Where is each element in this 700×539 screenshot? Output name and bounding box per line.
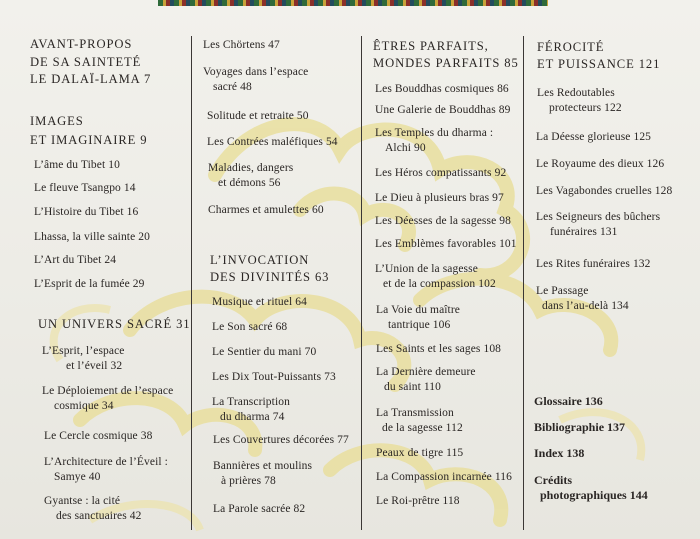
entry-text: La Parole sacrée 82 [213, 503, 306, 515]
entry-text: L’âme du Tibet 10 [34, 159, 120, 171]
entry-text: L’Art du Tibet 24 [34, 254, 117, 266]
toc-entry [212, 345, 316, 360]
heading-line: AVANT-PROPOS [30, 37, 133, 51]
entry-line: Le Passage [536, 285, 589, 297]
toc-entry [375, 237, 517, 252]
entry-line: Samye 40 [54, 470, 101, 483]
toc-entry [34, 158, 120, 173]
entry-line: La Transmission [376, 407, 454, 419]
toc-entry [536, 157, 664, 172]
entry-text: Le Cercle cosmique 38 [44, 430, 153, 442]
column-rule [191, 36, 192, 530]
heading-line: ÊTRES PARFAITS, [373, 39, 489, 53]
toc-section-heading [30, 37, 151, 88]
entry-text: Index 138 [534, 446, 585, 460]
entry-line: et de la compassion 102 [383, 277, 496, 290]
toc-entry [376, 365, 476, 394]
toc-entry [42, 384, 173, 413]
entry-text: Le Roi-prêtre 118 [376, 495, 460, 507]
decorative-banner [158, 0, 548, 6]
column-rule [523, 36, 524, 530]
toc-entry [376, 342, 501, 357]
entry-line: Alchi 90 [385, 141, 426, 154]
entry-text: L’Histoire du Tibet 16 [34, 206, 139, 218]
entry-line: La Dernière demeure [376, 366, 476, 378]
heading-line: FÉROCITÉ [537, 40, 605, 54]
toc-section-heading [537, 40, 660, 72]
toc-entry [376, 470, 512, 485]
toc-section-heading [30, 114, 148, 148]
entry-text: Lhassa, la ville sainte 20 [34, 231, 150, 243]
entry-text: Une Galerie de Bouddhas 89 [375, 104, 511, 116]
toc-section-heading [210, 253, 329, 285]
heading-line: LE DALAÏ-LAMA 7 [30, 72, 152, 86]
entry-text: Le fleuve Tsangpo 14 [34, 182, 136, 194]
entry-text: Bibliographie 137 [534, 420, 626, 434]
toc-entry [44, 455, 168, 484]
entry-text: Solitude et retraite 50 [207, 110, 309, 122]
entry-line: Voyages dans l’espace [203, 66, 309, 78]
toc-entry [213, 459, 312, 488]
entry-line: Maladies, dangers [208, 162, 294, 174]
toc-entry-bold [534, 394, 603, 409]
toc-entry [536, 284, 629, 313]
toc-entry [34, 277, 144, 292]
column-rule [361, 36, 362, 530]
entry-text: Les Contrées maléfiques 54 [207, 136, 338, 148]
entry-line: Gyantse : la cité [44, 495, 121, 507]
toc-entry [376, 303, 460, 332]
heading-line: DES DIVINITÉS 63 [210, 269, 330, 284]
entry-text: L’Esprit de la fumée 29 [34, 278, 145, 290]
heading-line: IMAGES [30, 114, 84, 128]
entry-text: Les Rites funéraires 132 [536, 258, 651, 270]
entry-text: Glossaire 136 [534, 394, 603, 408]
toc-entry [208, 161, 293, 190]
entry-line: à prières 78 [221, 474, 276, 487]
heading-line: ET PUISSANCE 121 [537, 56, 661, 71]
entry-line: des sanctuaires 42 [56, 509, 142, 522]
entry-text: La Compassion incarnée 116 [376, 471, 512, 483]
entry-line: et démons 56 [218, 176, 281, 189]
entry-text: Le Dieu à plusieurs bras 97 [375, 192, 504, 204]
toc-entry [537, 86, 622, 115]
entry-line: et l’éveil 32 [66, 359, 123, 372]
entry-line: L’Architecture de l’Éveil : [44, 456, 168, 468]
entry-line: La Transcription [212, 396, 290, 408]
heading-line: DE SA SAINTETÉ [30, 54, 142, 69]
toc-entry [203, 38, 280, 53]
entry-line: Bannières et moulins [213, 460, 313, 472]
entry-text: Peaux de tigre 115 [376, 447, 464, 459]
heading-line: L’INVOCATION [210, 253, 310, 267]
toc-entry [213, 502, 305, 517]
entry-line: Les Redoutables [537, 87, 615, 99]
toc-entry [375, 166, 506, 181]
entry-text: Le Sentier du mani 70 [212, 346, 317, 358]
toc-entry [375, 191, 504, 206]
toc-entry [375, 103, 510, 118]
heading-line: UN UNIVERS SACRÉ 31 [38, 317, 191, 331]
entry-line: photographiques 144 [540, 487, 648, 502]
entry-line: L’Union de la sagesse [375, 263, 478, 275]
entry-line: sacré 48 [213, 80, 252, 93]
entry-line: Les Temples du dharma : [375, 127, 494, 139]
entry-text: Le Royaume des dieux 126 [536, 158, 665, 170]
heading-line: MONDES PARFAITS 85 [373, 55, 519, 70]
toc-entry [375, 126, 493, 155]
toc-entry [212, 295, 307, 310]
entry-line: de la sagesse 112 [382, 421, 463, 434]
toc-entry [212, 320, 287, 335]
entry-text: Les Dix Tout-Puissants 73 [212, 371, 336, 383]
toc-entry [34, 205, 138, 220]
entry-text: La Déesse glorieuse 125 [536, 131, 652, 143]
toc-entry [208, 203, 324, 218]
entry-text: Le Son sacré 68 [212, 321, 288, 333]
entry-line: du dharma 74 [220, 410, 285, 423]
toc-entry [34, 230, 150, 245]
toc-entry-bold [534, 446, 584, 461]
toc-entry [212, 395, 290, 424]
toc-entry [34, 181, 136, 196]
toc-entry [536, 130, 651, 145]
entry-line: Crédits [534, 473, 572, 487]
toc-entry [375, 214, 511, 229]
toc-entry-bold [534, 473, 648, 502]
toc-entry [42, 344, 125, 373]
entry-line: L’Esprit, l’espace [42, 345, 125, 357]
toc-entry [376, 494, 460, 509]
entry-line: La Voie du maître [376, 304, 460, 316]
toc-entry-bold [534, 420, 625, 435]
entry-text: Les Vagabondes cruelles 128 [536, 185, 673, 197]
entry-text: Les Chörtens 47 [203, 39, 280, 51]
toc-entry [44, 494, 141, 523]
entry-text: Musique et rituel 64 [212, 296, 307, 308]
toc-entry [212, 370, 336, 385]
toc-entry [44, 429, 152, 444]
entry-text: Les Héros compatissants 92 [375, 167, 507, 179]
entry-text: Les Saints et les sages 108 [376, 343, 502, 355]
entry-line: protecteurs 122 [549, 101, 622, 114]
entry-line: Le Déploiement de l’espace [42, 385, 174, 397]
entry-text: Les Emblèmes favorables 101 [375, 238, 517, 250]
entry-line: cosmique 34 [54, 399, 114, 412]
toc-entry [375, 262, 496, 291]
toc-section-heading [38, 317, 191, 333]
toc-entry [536, 210, 660, 239]
entry-text: Les Bouddhas cosmiques 86 [375, 83, 509, 95]
heading-line: ET IMAGINAIRE 9 [30, 132, 148, 147]
toc-entry [207, 135, 338, 150]
entry-text: Charmes et amulettes 60 [208, 204, 324, 216]
toc-entry [536, 257, 651, 272]
entry-line: tantrique 106 [388, 318, 451, 331]
toc-entry [375, 82, 509, 97]
entry-text: Les Déesses de la sagesse 98 [375, 215, 511, 227]
entry-line: funéraires 131 [550, 225, 618, 238]
toc-entry [536, 184, 672, 199]
entry-line: du saint 110 [384, 380, 441, 393]
toc-section-heading [373, 39, 519, 71]
entry-line: dans l’au-delà 134 [542, 299, 629, 312]
toc-entry [207, 109, 309, 124]
toc-entry [376, 406, 463, 435]
toc-entry [376, 446, 463, 461]
toc-entry [203, 65, 308, 94]
entry-text: Les Couvertures décorées 77 [213, 434, 349, 446]
entry-line: Les Seigneurs des bûchers [536, 211, 661, 223]
toc-entry [213, 433, 349, 448]
toc-entry [34, 253, 116, 268]
